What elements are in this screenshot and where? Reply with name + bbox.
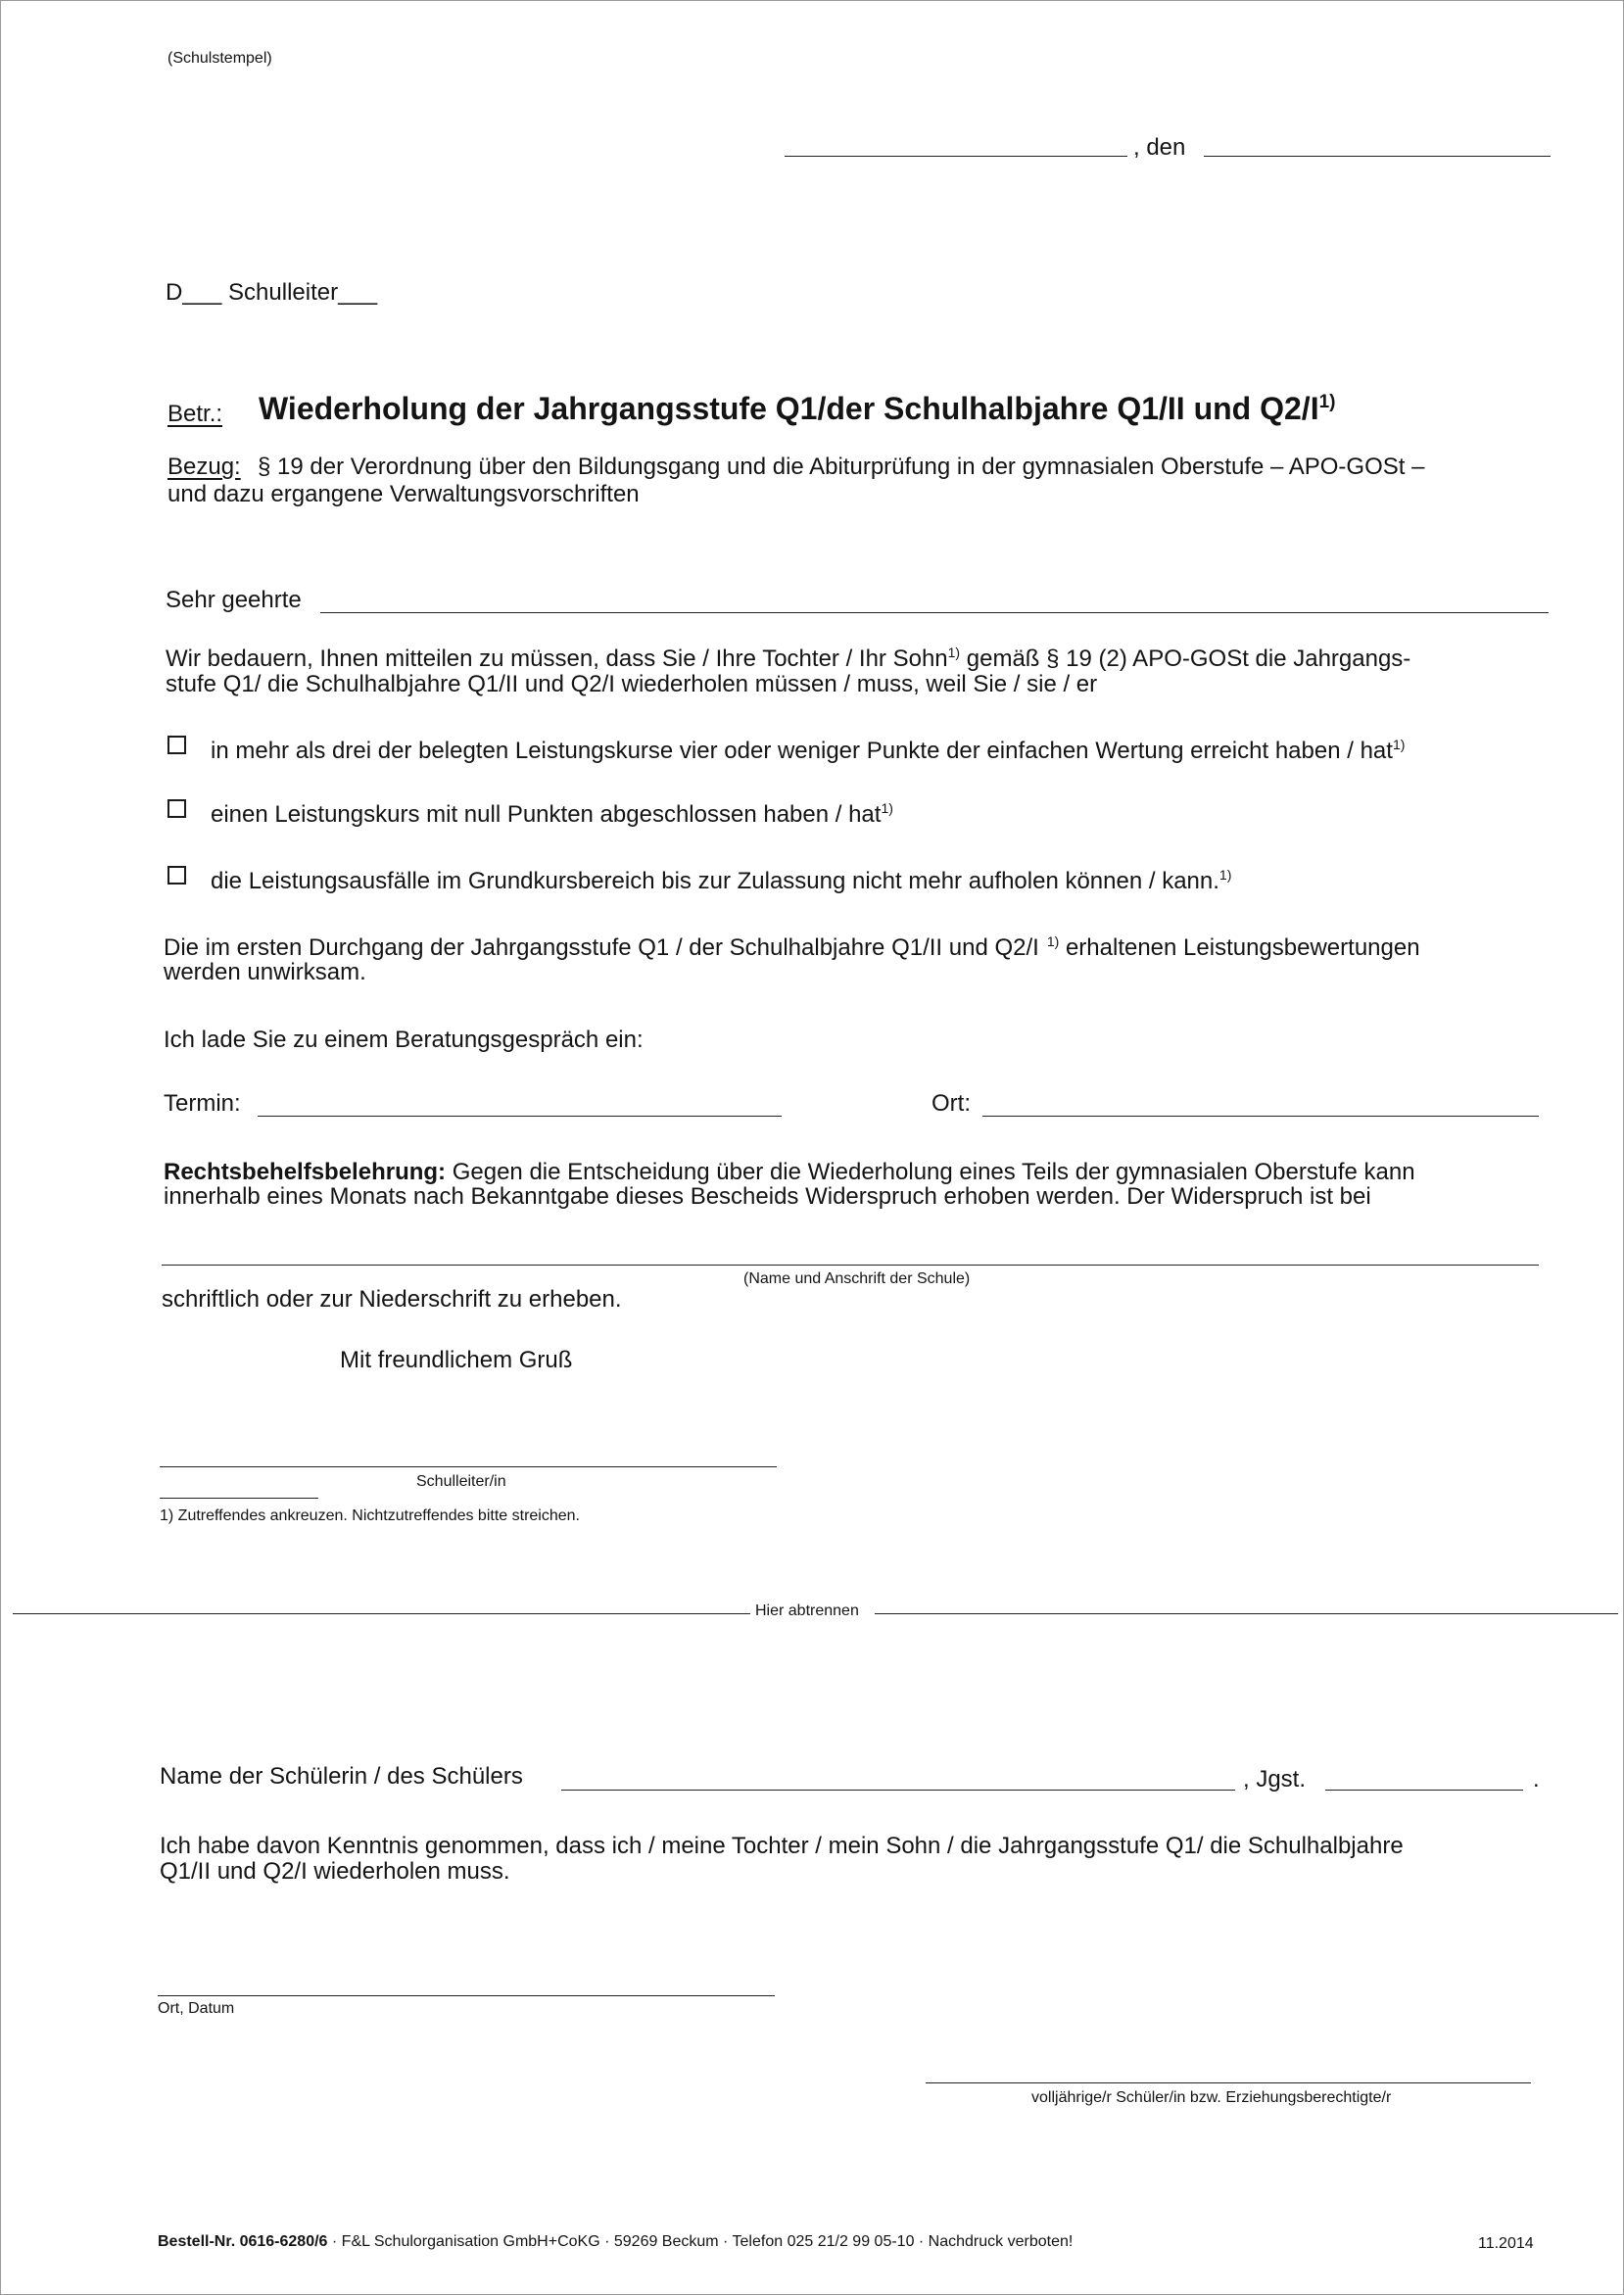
option-2-text: einen Leistungskurs mit null Punkten abgeschlossen haben / hat$^{1)}$ xyxy=(211,800,893,828)
cut-line-right xyxy=(875,1613,1618,1614)
principal-signature-caption: Schulleiter/in xyxy=(416,1473,506,1490)
footer-publisher: Bestell-Nr. 0616-6280/6 · F&L Schulorganisation GmbH+CoKG · 59269 Beckum · Telefon 025 21/2 99 05-10 · Nachdruck verboten! xyxy=(158,2233,1074,2250)
ort-label: Ort: xyxy=(931,1090,971,1117)
place-field[interactable] xyxy=(785,156,1127,157)
recipient-line: D___ Schulleiter___ xyxy=(166,279,378,306)
student-name-label: Name der Schülerin / des Schülers xyxy=(160,1763,523,1790)
option-1-checkbox[interactable] xyxy=(167,736,186,754)
bezug-label: Bezug: xyxy=(167,454,241,480)
option-3-text: die Leistungsausfälle im Grundkursbereich bis zur Zulassung nicht mehr aufholen können / kann.$^{1)}$ xyxy=(211,867,1232,894)
ort-field[interactable] xyxy=(982,1116,1539,1117)
place-date-field[interactable] xyxy=(158,1995,775,1996)
jgst-label: , Jgst. xyxy=(1243,1766,1307,1793)
end-dot: . xyxy=(1533,1766,1540,1793)
paragraph-2-line-2: werden unwirksam. xyxy=(164,959,366,985)
paragraph-2-line-1: Die im ersten Durchgang der Jahrgangsstufe Q1 / der Schulhalbjahre Q1/II und Q2/I $^{1)}$ erhaltenen Leistungsbewertungen xyxy=(164,933,1420,961)
greeting-label: Sehr geehrte xyxy=(166,587,302,613)
student-name-field[interactable] xyxy=(561,1790,1235,1791)
guardian-signature-caption: volljährige/r Schüler/in bzw. Erziehungsberechtigte/r xyxy=(1031,2089,1392,2106)
footer-edition: 11.2014 xyxy=(1478,2235,1534,2252)
invitation-text: Ich lade Sie zu einem Beratungsgespräch ein: xyxy=(164,1027,644,1053)
acknowledgement-line-1: Ich habe davon Kenntnis genommen, dass ich / meine Tochter / mein Sohn / die Jahrgangsstufe Q1/ die Schulhalbjahre xyxy=(160,1833,1404,1859)
cut-label: Hier abtrennen xyxy=(755,1602,859,1619)
school-stamp-label: (Schulstempel) xyxy=(167,50,272,67)
school-address-field[interactable] xyxy=(162,1265,1539,1266)
legal-notice-line-2: innerhalb eines Monats nach Bekanntgabe dieses Bescheids Widerspruch erhoben werden. Der Widerspruch ist bei xyxy=(164,1183,1371,1210)
footnote-text: 1) Zutreffendes ankreuzen. Nichtzutreffendes bitte streichen. xyxy=(160,1507,580,1524)
bezug-line-2: und dazu ergangene Verwaltungsvorschriften xyxy=(167,481,640,507)
paragraph-1-line-1: Wir bedauern, Ihnen mitteilen zu müssen, dass Sie / Ihre Tochter / Ihr Sohn$^{1)}$ gemäß § 19 (2) APO-GOSt die Jahrgangs- xyxy=(166,645,1411,672)
option-3-checkbox[interactable] xyxy=(167,866,186,885)
place-date-caption: Ort, Datum xyxy=(158,2000,235,2017)
principal-signature-field[interactable] xyxy=(160,1466,777,1467)
cut-line-left xyxy=(13,1613,750,1614)
paragraph-1-line-2: stufe Q1/ die Schulhalbjahre Q1/II und Q2/I wiederholen müssen / muss, weil Sie / sie / er xyxy=(166,671,1098,697)
guardian-signature-field[interactable] xyxy=(926,2082,1531,2083)
footnote-divider xyxy=(160,1498,318,1499)
betr-label: Betr.: xyxy=(167,401,223,427)
option-2-checkbox[interactable] xyxy=(167,799,186,818)
legal-notice-line-3: schriftlich oder zur Niederschrift zu erheben. xyxy=(162,1286,622,1313)
acknowledgement-line-2: Q1/II und Q2/I wiederholen muss. xyxy=(160,1858,510,1885)
date-field[interactable] xyxy=(1204,156,1551,157)
greeting-name-field[interactable] xyxy=(320,612,1549,613)
date-separator: , den xyxy=(1133,134,1186,161)
termin-label: Termin: xyxy=(164,1090,241,1117)
closing-text: Mit freundlichem Gruß xyxy=(340,1347,573,1373)
subject-title: Wiederholung der Jahrgangsstufe Q1/der Schulhalbjahre Q1/II und $Q2/I^{1)}$ xyxy=(259,391,1336,426)
school-address-caption: (Name und Anschrift der Schule) xyxy=(743,1270,971,1287)
jgst-field[interactable] xyxy=(1325,1790,1523,1791)
termin-field[interactable] xyxy=(258,1116,782,1117)
bezug-line-1: § 19 der Verordnung über den Bildungsgang und die Abiturprüfung in der gymnasialen Oberstufe – APO-GOSt – xyxy=(258,454,1425,480)
legal-notice-line-1: Rechtsbehelfsbelehrung: Gegen die Entscheidung über die Wiederholung eines Teils der gymnasialen Oberstufe kann xyxy=(164,1159,1415,1185)
option-1-text: in mehr als drei der belegten Leistungskurse vier oder weniger Punkte der einfachen Wertung erreicht haben / hat$^{1)}$ xyxy=(211,737,1406,764)
